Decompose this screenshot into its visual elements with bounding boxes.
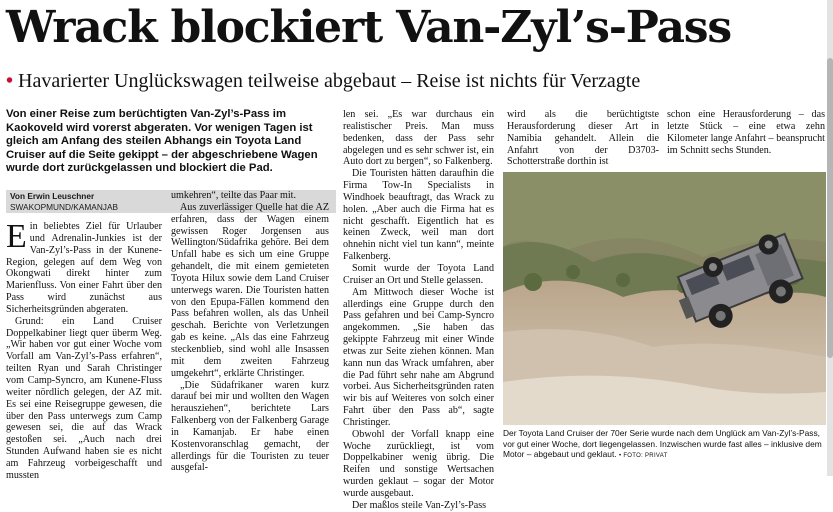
paragraph: schon eine Herausforderung – das letzte Stück – eine etwa zehn Kilometer lange Anfahrt – beansprucht im Schnitt sechs Stunden.: [667, 109, 825, 156]
paragraph: len sei. „Es war durchaus ein realistischer Preis. Man muss bedenken, dass der Pass sehr abgelegen und es sehr schwer ist, ein Auto dort zu bergen“, so Falkenberg.: [343, 109, 494, 168]
subheadline: [6, 69, 640, 93]
paragraph: Aus zuverlässiger Quelle hat die AZ erfahren, dass der Wagen einem gewissen Roger Jorgensen aus Wellington/Südafrika gehöre. Bei dem Unfall habe es sich um eine Gruppe gehandelt, die mit einem gemieteten Toyota Hilux sowie dem Land Cruiser unterwegs waren. Die Touristen hatten von den Epupa-Fällen kommend den Pass befahren wollen, als das Unheil geschah. Berichte von Verletzungen gab es keine. „Als das eine Fahrzeug steckenblieb, sind wohl alle Insassen mit dem zweiten Fahrzeug umgekehrt“, erklärte Christinger.: [171, 201, 329, 379]
wreck-photo-image: [503, 172, 826, 425]
scrollbar-thumb[interactable]: [827, 58, 833, 358]
text-column-2: [171, 190, 329, 476]
photo-caption: [503, 428, 826, 462]
photo-credit: • FOTO: PRIVAT: [618, 453, 668, 460]
headline: Wrack blockiert Van-Zyl’s-Pass: [6, 2, 731, 53]
wreck-photo: [503, 172, 826, 425]
drop-cap: E: [6, 218, 27, 255]
vertical-scrollbar[interactable]: [827, 0, 833, 476]
paragraph: Obwohl der Vorfall knapp eine Woche zurückliegt, ist vom Doppelkabiner wenig übrig. Die Reifen und sonstige Wertsachen wurden geklaut – sogar der Motor wurde ausgebaut.: [343, 428, 494, 499]
subhead-bullet: •: [6, 70, 14, 92]
paragraph: wird als die berüchtigtste Herausforderung dieser Art in Namibia gehandelt. Allein die Anfahrt von der D3703-Schotterstraße dorthin ist: [507, 109, 659, 168]
paragraph: „Die Südafrikaner waren kurz darauf bei mir und wollten den Wagen herausziehen“, berichtete Lars Falkenberg von der Falkenberg Garage in Kamanjab. Er habe einen Kostenvoranschlag gemacht, der allerdings für die Touristen zu teuer ausgefal-: [171, 379, 329, 474]
text-column-4: [507, 109, 659, 169]
byline-author: Von Erwin Leuschner: [10, 191, 95, 201]
caption-text: Der Toyota Land Cruiser der 70er Serie wurde nach dem Unglück am Van-Zyl’s-Pass, vor gut einer Woche, dort liegengelassen. Inzwischen wurde fast alles – inklusive dem Motor – abgebaut und geklaut.: [503, 428, 822, 460]
text-column-5: [667, 109, 825, 169]
paragraph: umkehren“, teilte das Paar mit.: [171, 190, 297, 201]
paragraph: Der maßlos steile Van-Zyl’s-Pass: [352, 499, 487, 511]
subhead-text: Havarierter Unglückswagen teilweise abgebaut – Reise ist nichts für Verzagte: [18, 70, 641, 92]
text-column-1: [6, 218, 162, 481]
paragraph: Die Touristen hätten daraufhin die Firma Tow-In Specialists in Windhoek beauftragt, das Wrack zu holen. „Aber auch die Firma hat es nicht geschafft. Eigentlich hat es keinen Zweck, weil man dort ohnehin nicht viel tun kann“, meinte Falkenberg.: [343, 168, 494, 263]
paragraph: Grund: ein Land Cruiser Doppelkabiner liegt quer überm Weg. „Wir haben vor gut einer Woche vom Vorfall am Van-Zyl’s-Pass erfahren“, teilten Ryan und Sarah Christinger vom Camp-Syncro, am Kunene-Fluss weiter nördlich gelegen, der AZ mit. Es sei eine Reisegruppe gewesen, die über den Pass unterwegs zum Camp gewesen sei, die auf das Wrack gestoßen sei. „Auch nach drei Stunden Aufwand haben sie es nicht am Fahrzeug vorbeigeschafft und mussten: [6, 315, 162, 481]
text-column-3: [343, 109, 494, 511]
paragraph: Ein beliebtes Ziel für Urlauber und Adrenalin-Junkies ist der Van-Zyl’s-Pass in der Kunene-Region, gelegen auf dem Weg von Okongwati direkt hinter zum Marienfluss. Von einer Fahrt über den Pass wird zunächst aus Sicherheitsgründen abgeraten.: [6, 218, 162, 315]
paragraph: Somit wurde der Toyota Land Cruiser an Ort und Stelle gelassen.: [343, 262, 494, 286]
byline-place: SWAKOPMUND/KAMANJAB: [10, 201, 119, 212]
lead-paragraph: Von einer Reise zum berüchtigten Van-Zyl’s-Pass im Kaokoveld wird vorerst abgeraten. Vor wenigen Tagen ist gleich am Anfang des steilen Abhangs ein Toyota Land Cruiser auf die Seite gekippt – der abgeschriebene Wagen wurde dort zurückgelassen und blockiert die Pad.: [6, 108, 318, 175]
paragraph: Am Mittwoch dieser Woche ist allerdings eine Gruppe durch den Pass gefahren und bei Camp-Syncro angekommen. „Sie haben das gekippte Fahrzeug mit einer Winde etwas zur Seite ziehen können. Man kann nun das Wrack umfahren, aber die Pad führt sehr nahe am Abgrund vorbei. Aus Sicherheitsgründen raten wir bis auf Weiteres von solch einer Fahrt über den Pass ab“, sagte Christinger.: [343, 286, 494, 428]
